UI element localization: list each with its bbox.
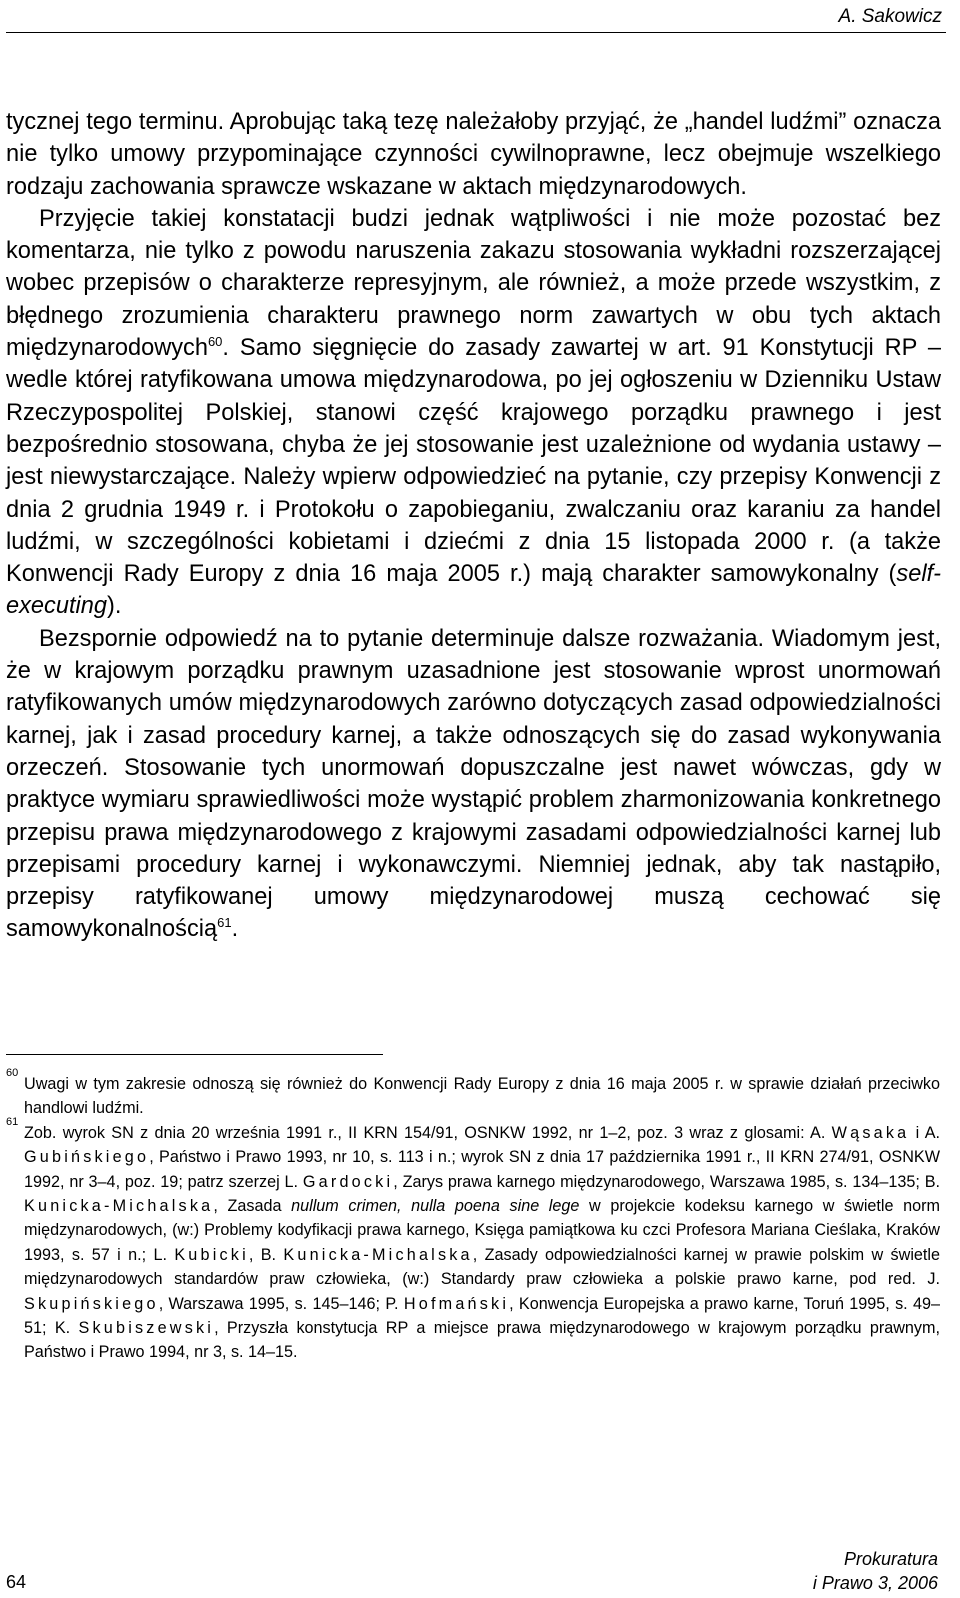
footnote-text: , Zarys prawa karnego międzynarodowego, Warszawa 1985, s. 134–135; B. xyxy=(393,1172,940,1191)
cited-author: Hofmański xyxy=(403,1294,510,1313)
footnote-text: i A. xyxy=(915,1123,940,1142)
footnote-text: , Konwencja Europejska a prawo karne, Toruń 1995, s. 49–51; K. xyxy=(24,1294,941,1338)
paragraph-2-text-cont: . Samo sięgnięcie do zasady zawartej w art. 91 Konstytucji RP – wedle której ratyfikowana umowa międzynarodowa, po jej ogłoszeniu w Dzienniku Ustaw Rzeczypospolitej Polskiej, stanowi część krajowego porządku prawnego i jest bezpośrednio stosowana, chyba że jej stosowanie jest uzależnione od wydania ustawy – jest niewystarczające. Należy wpierw odpowiedzieć na pytanie, czy przepisy Konwencji z dnia 2 grudnia 1949 r. i Protokołu o zapobieganiu, zwalczaniu oraz karaniu za handel ludźmi, w szczególności kobietami i dziećmi z dnia 15 listopada 2000 r. (a także Konwencji Rady Europy z dnia 16 maja 2005 r.) mają charakter samowykonalny ( xyxy=(6,335,941,588)
footnote-text: Uwagi w tym zakresie odnoszą się również do Konwencji Rady Europy z dnia 16 maja 2005 r. w sprawie działań przeciwko handlowi ludźmi. xyxy=(24,1075,940,1118)
cited-author: Gardocki xyxy=(302,1172,394,1191)
paragraph-3 xyxy=(6,623,941,946)
footnote-text: , Zasady odpowiedzialności karnej w prawie polskim w świetle międzynarodowych standardów praw człowieka, (w:) Standardy praw człowieka a polskie prawo karne, pod red. J. xyxy=(24,1245,941,1289)
footnote-text: , B. xyxy=(248,1245,277,1264)
self-executing-term: self-executing xyxy=(6,561,941,620)
footnote-text: , Przyszła konstytucja RP a miejsce prawa międzynarodowego w krajowym porządku prawnym, Państwo i Prawo 1994, nr 3, s. 14–15. xyxy=(24,1319,940,1362)
paragraph-3-end: . xyxy=(231,916,239,943)
latin-maxim: nullum crimen, nulla poena sine lege xyxy=(291,1197,580,1216)
footnote-number: 60 xyxy=(6,1067,19,1079)
footnote-ref-60[interactable]: 60 xyxy=(207,334,223,350)
cited-author: Kubicki xyxy=(174,1245,249,1264)
footnote-61 xyxy=(6,1115,941,1365)
body-text xyxy=(6,106,941,946)
footnote-60 xyxy=(6,1067,940,1121)
footnote-text: , Zasada xyxy=(213,1197,282,1216)
cited-author: Kunicka-Michalska xyxy=(283,1245,473,1264)
footnote-text: , Państwo i Prawo 1993, nr 10, s. 113 i n.; wyrok SN z dnia 17 października 1991 r., II KRN 274/91, OSNKW 1992, nr 3–4, poz. 19; patrz szerzej L. xyxy=(24,1148,940,1191)
header-rule xyxy=(6,32,946,33)
paragraph-1 xyxy=(6,106,941,203)
footnote-ref-61[interactable]: 61 xyxy=(217,915,232,931)
journal-title xyxy=(813,1547,938,1595)
journal-title-line-2: i Prawo 3, 2006 xyxy=(812,1573,938,1593)
page-number: 64 xyxy=(6,1572,27,1592)
footnote-separator xyxy=(6,1054,383,1055)
journal-title-line-1: Prokuratura xyxy=(843,1549,938,1569)
paragraph-1-text: tycznej tego terminu. Aprobując taką tezę należałoby przyjąć, że „handel ludźmi” oznacza nie tylko umowy przypominające czynności cywilnoprawne, lecz obejmuje wszelkiego rodzaju zachowania sprawcze wskazane w aktach międzynarodowych. xyxy=(6,109,941,200)
footnote-text: w projekcie kodeksu karnego w świetle norm międzynarodowych, (w:) Problemy kodyfikacji prawa karnego, Księga pamiątkowa ku czci Profesora Mariana Cieślaka, Kraków 1993, s. 57 i n.; L. xyxy=(24,1197,941,1264)
cited-author: Skubiszewski xyxy=(78,1319,215,1338)
footnote-text: Zob. wyrok SN z dnia 20 września 1991 r., II KRN 154/91, OSNKW 1992, nr 1–2, poz. 3 wraz z glosami: A. xyxy=(24,1123,826,1142)
paragraph-2-end: ). xyxy=(107,593,122,620)
footnotes xyxy=(6,1067,941,1365)
paragraph-2 xyxy=(6,203,941,623)
cited-author: Gubińskiego xyxy=(24,1148,150,1167)
cited-author: Kunicka-Michalska xyxy=(24,1197,214,1216)
running-head-author: A. Sakowicz xyxy=(838,6,942,27)
footnote-text: , Warszawa 1995, s. 145–146; P. xyxy=(158,1294,399,1313)
cited-author: Skupińskiego xyxy=(24,1294,159,1313)
cited-author: Wąsaka xyxy=(831,1123,910,1142)
paragraph-2-text: Przyjęcie takiej konstatacji budzi jednak wątpliwości i nie może pozostać bez komentarza, nie tylko z powodu naruszenia zakazu stosowania wykładni rozszerzającej wobec przepisów o charakterze represyjnym, ale również, a może przede wszystkim, z błędnego zrozumienia charakteru prawnego norm zawartych w obu tych aktach międzynarodowych xyxy=(6,205,941,362)
footnote-number: 61 xyxy=(6,1115,19,1128)
paragraph-3-text: Bezspornie odpowiedź na to pytanie determinuje dalsze rozważania. Wiadomym jest, że w krajowym porządku prawnym uzasadnione jest stosowanie wprost unormowań ratyfikowanych umów międzynarodowych zarówno dotyczących zasad odpowiedzialności karnej, jak i zasad procedury karnej, a także odnoszących się do zasad wykonywania orzeczeń. Stosowanie tych unormowań dopuszczalne jest nawet wówczas, gdy w praktyce wymiaru sprawiedliwości może wystąpić problem zharmonizowania konkretnego przepisu prawa międzynarodowego z krajowymi zasadami odpowiedzialności karnej lub przepisami procedury karnej i wykonawczymi. Niemniej jednak, aby tak nastąpiło, przepisy ratyfikowanej umowy międzynarodowej muszą cechować się samowykonalnością xyxy=(6,625,941,943)
